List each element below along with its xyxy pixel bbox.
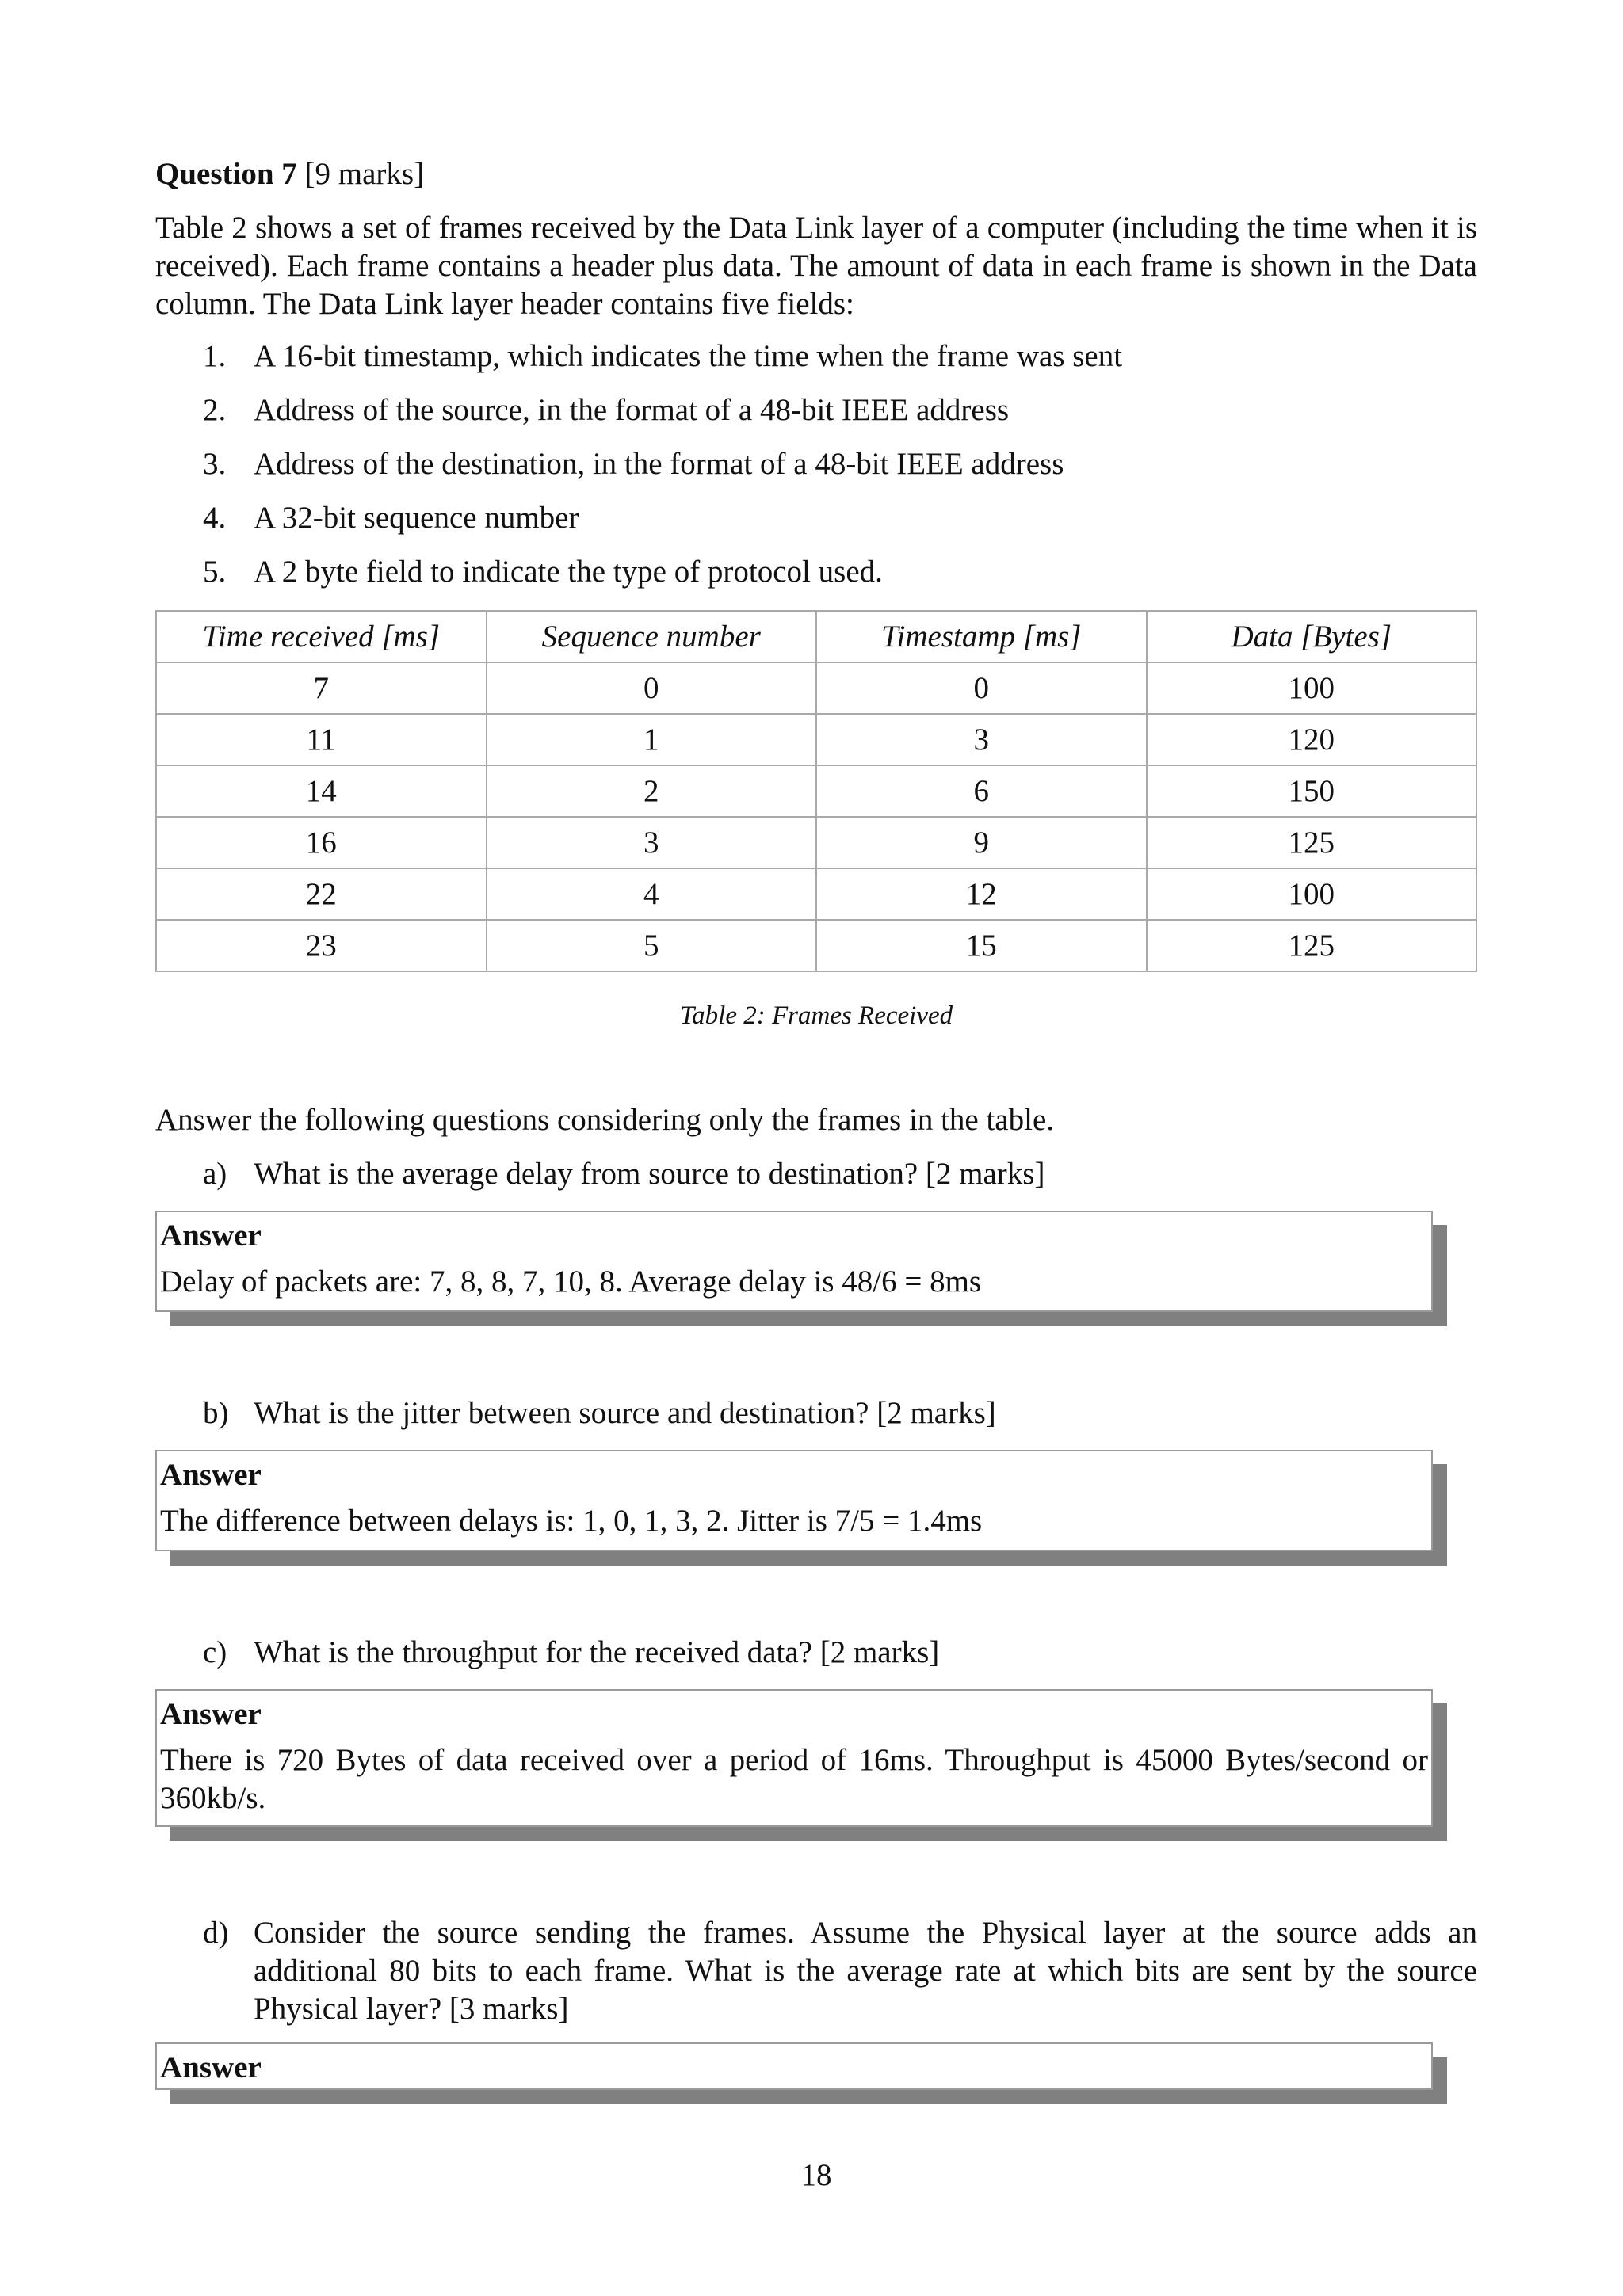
table-cell: 100 bbox=[1147, 662, 1477, 714]
table-cell: 3 bbox=[816, 714, 1147, 765]
answer-text: Delay of packets are: 7, 8, 8, 7, 10, 8. Average delay is 48/6 = 8ms bbox=[160, 1264, 982, 1299]
question-title: Question 7 bbox=[155, 157, 297, 191]
table-cell: 125 bbox=[1147, 817, 1477, 868]
table-row bbox=[156, 662, 1476, 714]
table-cell: 3 bbox=[487, 817, 817, 868]
column-header-sequence-number: Sequence number bbox=[487, 611, 817, 662]
table-row bbox=[156, 714, 1476, 765]
frames-table bbox=[155, 610, 1477, 972]
part-label: a) bbox=[203, 1157, 227, 1191]
list-text: A 2 byte field to indicate the type of protocol used. bbox=[254, 555, 883, 589]
part-label: b) bbox=[203, 1396, 229, 1430]
question-heading bbox=[155, 155, 424, 193]
table-cell: 7 bbox=[156, 662, 487, 714]
list-item bbox=[203, 445, 1122, 499]
table-row bbox=[156, 817, 1476, 868]
column-header-time-received: Time received [ms] bbox=[156, 611, 487, 662]
table-cell: 23 bbox=[156, 920, 487, 971]
table-row bbox=[156, 868, 1476, 920]
table-header-row bbox=[156, 611, 1476, 662]
table-cell: 4 bbox=[487, 868, 817, 920]
part-question: What is the throughput for the received data? [2 marks] bbox=[254, 1635, 940, 1669]
part-label: c) bbox=[203, 1635, 227, 1669]
answer-title: Answer bbox=[160, 1458, 262, 1492]
question-part-b bbox=[203, 1394, 1477, 1432]
list-text: Address of the source, in the format of a 48-bit IEEE address bbox=[254, 393, 1010, 427]
table-row bbox=[156, 920, 1476, 971]
table-cell: 14 bbox=[156, 765, 487, 817]
table-cell: 16 bbox=[156, 817, 487, 868]
answer-instructions: Answer the following questions considering only the frames in the table. bbox=[155, 1103, 1055, 1137]
table-cell: 1 bbox=[487, 714, 817, 765]
table-row bbox=[156, 765, 1476, 817]
question-intro: Table 2 shows a set of frames received by the Data Link layer of a computer (including the time when it is received). Each frame contains a header plus data. The amount of data in each frame is shown in the Data column. The Data Link layer header contains five fields: bbox=[155, 211, 1477, 321]
table-cell: 11 bbox=[156, 714, 487, 765]
answer-title: Answer bbox=[160, 1697, 262, 1731]
list-number: 4. bbox=[203, 501, 227, 535]
answer-title: Answer bbox=[160, 2050, 262, 2084]
answer-box-a bbox=[155, 1211, 1433, 1312]
list-text: Address of the destination, in the format of a 48-bit IEEE address bbox=[254, 447, 1064, 481]
question-part-c bbox=[203, 1634, 1477, 1672]
list-item bbox=[203, 499, 1122, 553]
table-cell: 125 bbox=[1147, 920, 1477, 971]
table-cell: 150 bbox=[1147, 765, 1477, 817]
table-caption: Table 2: Frames Received bbox=[679, 1001, 953, 1030]
list-text: A 16-bit timestamp, which indicates the time when the frame was sent bbox=[254, 339, 1123, 373]
list-item bbox=[203, 391, 1122, 445]
table-cell: 0 bbox=[487, 662, 817, 714]
column-header-timestamp: Timestamp [ms] bbox=[816, 611, 1147, 662]
document-page bbox=[155, 0, 1477, 2296]
list-number: 2. bbox=[203, 393, 227, 427]
list-number: 5. bbox=[203, 555, 227, 589]
table-cell: 2 bbox=[487, 765, 817, 817]
question-marks: [9 marks] bbox=[304, 157, 425, 191]
part-question: What is the average delay from source to destination? [2 marks] bbox=[254, 1157, 1045, 1191]
answer-box-b bbox=[155, 1450, 1433, 1551]
table-cell: 22 bbox=[156, 868, 487, 920]
list-number: 3. bbox=[203, 447, 227, 481]
header-fields-list bbox=[203, 338, 1122, 607]
table-cell: 5 bbox=[487, 920, 817, 971]
table-cell: 0 bbox=[816, 662, 1147, 714]
question-part-a bbox=[203, 1155, 1477, 1193]
table-cell: 100 bbox=[1147, 868, 1477, 920]
list-number: 1. bbox=[203, 339, 227, 373]
table-cell: 120 bbox=[1147, 714, 1477, 765]
answer-text: The difference between delays is: 1, 0, 1, 3, 2. Jitter is 7/5 = 1.4ms bbox=[160, 1504, 983, 1538]
table-cell: 6 bbox=[816, 765, 1147, 817]
table-cell: 12 bbox=[816, 868, 1147, 920]
list-item bbox=[203, 338, 1122, 391]
column-header-data: Data [Bytes] bbox=[1147, 611, 1477, 662]
answer-box-c bbox=[155, 1689, 1433, 1827]
page-number: 18 bbox=[800, 2158, 832, 2192]
question-part-d bbox=[203, 1914, 1477, 2033]
answer-title: Answer bbox=[160, 1219, 262, 1253]
answer-box-d bbox=[155, 2042, 1433, 2090]
list-text: A 32-bit sequence number bbox=[254, 501, 579, 535]
list-item bbox=[203, 553, 1122, 607]
table-cell: 9 bbox=[816, 817, 1147, 868]
part-question: What is the jitter between source and destination? [2 marks] bbox=[254, 1396, 996, 1430]
part-label: d) bbox=[203, 1916, 229, 1950]
table-cell: 15 bbox=[816, 920, 1147, 971]
answer-text: There is 720 Bytes of data received over a period of 16ms. Throughput is 45000 Bytes/second or 360kb/s. bbox=[160, 1743, 1428, 1815]
part-question: Consider the source sending the frames. Assume the Physical layer at the source adds an additional 80 bits to each frame. What is the average rate at which bits are sent by the source Physical layer? [3 marks] bbox=[254, 1916, 1477, 2026]
